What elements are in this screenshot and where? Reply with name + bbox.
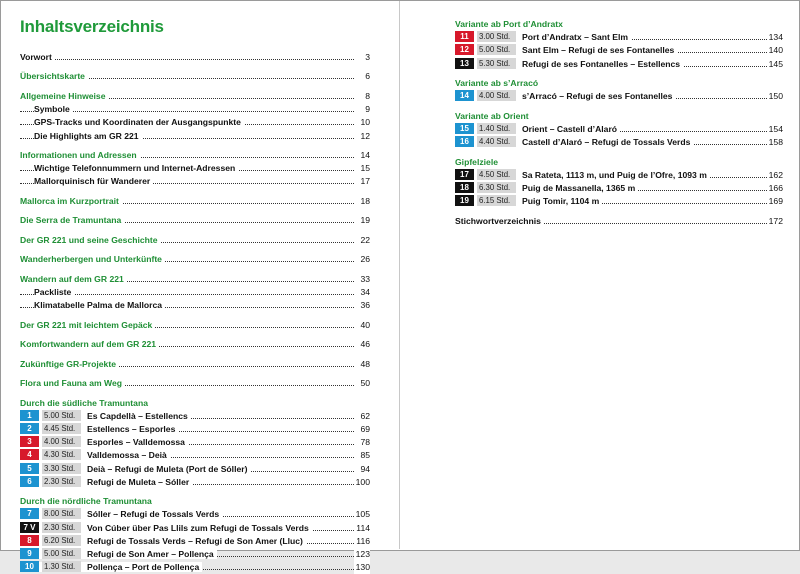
duration-label: 3.00 Std. bbox=[477, 31, 516, 42]
stage-number-badge: 10 bbox=[20, 561, 39, 572]
page-number: 40 bbox=[358, 319, 370, 332]
section-heading-label: Variante ab s’Arracó bbox=[455, 78, 539, 89]
stage-entry[interactable] bbox=[455, 182, 783, 195]
stage-entry[interactable] bbox=[20, 561, 370, 574]
duration-label: 6.20 Std. bbox=[42, 535, 81, 546]
page-number: 26 bbox=[358, 253, 370, 266]
stage-entry[interactable] bbox=[20, 548, 370, 561]
entry-label: Refugi de ses Fontanelles – Estellencs bbox=[522, 59, 683, 69]
entry-label: Symbole bbox=[34, 104, 73, 114]
page-number: 33 bbox=[358, 273, 370, 286]
entry-label: Port d’Andratx – Sant Elm bbox=[522, 32, 631, 42]
section-heading bbox=[455, 77, 783, 90]
page-number: 18 bbox=[358, 195, 370, 208]
entry-label: Packliste bbox=[34, 287, 74, 297]
stage-number-badge: 3 bbox=[20, 436, 39, 447]
entry-label: Refugi de Tossals Verds – Refugi de Son Amer (Lluc) bbox=[87, 536, 306, 546]
section-heading bbox=[455, 18, 783, 31]
stage-entry[interactable] bbox=[455, 136, 783, 149]
duration-label: 4.00 Std. bbox=[42, 436, 81, 447]
toc-subentry[interactable] bbox=[20, 130, 370, 143]
entry-label: s’Arracó – Refugi de ses Fontanelles bbox=[522, 91, 675, 101]
entry-label: Der GR 221 und seine Geschichte bbox=[20, 235, 161, 245]
entry-label: Die Highlights am GR 221 bbox=[34, 131, 142, 141]
page-number: 105 bbox=[354, 508, 370, 521]
entry-label: Deià – Refugi de Muleta (Port de Sóller) bbox=[87, 464, 250, 474]
section-heading-label: Variante ab Port d’Andratx bbox=[455, 19, 563, 29]
duration-label: 4.40 Std. bbox=[477, 136, 516, 147]
page-number: 114 bbox=[354, 522, 370, 535]
entry-label: Wichtige Telefonnummern und Internet-Adressen bbox=[34, 163, 238, 173]
toc-subentry[interactable] bbox=[20, 299, 370, 312]
toc-entry[interactable] bbox=[20, 90, 370, 103]
stage-entry[interactable] bbox=[20, 463, 370, 476]
duration-label: 5.30 Std. bbox=[477, 58, 516, 69]
entry-label: GPS-Tracks und Koordinaten der Ausgangspunkte bbox=[34, 117, 244, 127]
toc-subentry[interactable] bbox=[20, 116, 370, 129]
page-number: 17 bbox=[358, 175, 370, 188]
page-number: 9 bbox=[363, 103, 370, 116]
stage-number-badge: 12 bbox=[455, 44, 474, 55]
stage-entry[interactable] bbox=[455, 169, 783, 182]
stage-entry[interactable] bbox=[20, 410, 370, 423]
page-number: 62 bbox=[358, 410, 370, 423]
stage-number-badge: 8 bbox=[20, 535, 39, 546]
entry-label: Vorwort bbox=[20, 52, 55, 62]
toc-left-column bbox=[20, 51, 370, 574]
entry-label: Mallorquinisch für Wanderer bbox=[34, 176, 153, 186]
toc-subentry[interactable] bbox=[20, 175, 370, 188]
duration-label: 4.50 Std. bbox=[477, 169, 516, 180]
page-number: 8 bbox=[363, 90, 370, 103]
toc-entry[interactable] bbox=[20, 214, 370, 227]
section-heading bbox=[455, 110, 783, 123]
entry-label: Puig de Massanella, 1365 m bbox=[522, 183, 638, 193]
page-number: 78 bbox=[358, 436, 370, 449]
entry-label: Stichwortverzeichnis bbox=[455, 216, 544, 226]
stage-entry[interactable] bbox=[455, 44, 783, 57]
entry-label: Komfortwandern auf dem GR 221 bbox=[20, 339, 159, 349]
stage-entry[interactable] bbox=[20, 423, 370, 436]
page-number: 48 bbox=[358, 358, 370, 371]
stage-number-badge: 2 bbox=[20, 423, 39, 434]
entry-label: Der GR 221 mit leichtem Gepäck bbox=[20, 320, 155, 330]
toc-subentry[interactable] bbox=[20, 286, 370, 299]
page-number: 50 bbox=[358, 377, 370, 390]
section-heading-label: Durch die nördliche Tramuntana bbox=[20, 496, 152, 507]
toc-entry[interactable] bbox=[20, 358, 370, 371]
stage-entry[interactable] bbox=[20, 476, 370, 489]
page-number: 14 bbox=[358, 149, 370, 162]
stage-number-badge: 16 bbox=[455, 136, 474, 147]
stage-entry[interactable] bbox=[455, 58, 783, 71]
stage-number-badge: 11 bbox=[455, 31, 474, 42]
entry-label: Estellencs – Esporles bbox=[87, 424, 178, 434]
page-number: 130 bbox=[354, 561, 370, 574]
entry-label: Klimatabelle Palma de Mallorca bbox=[34, 300, 165, 310]
page-title: Inhaltsverzeichnis bbox=[20, 17, 164, 36]
duration-label: 2.30 Std. bbox=[42, 476, 81, 487]
duration-label: 2.30 Std. bbox=[42, 522, 81, 533]
page-number: 46 bbox=[358, 338, 370, 351]
stage-number-badge: 7 V bbox=[20, 522, 39, 533]
page-number: 116 bbox=[354, 535, 370, 548]
entry-label: Valldemossa – Deià bbox=[87, 450, 170, 460]
page-number: 12 bbox=[358, 130, 370, 143]
entry-label: Es Capdellà – Estellencs bbox=[87, 411, 191, 421]
stage-number-badge: 15 bbox=[455, 123, 474, 134]
page-number: 162 bbox=[767, 169, 783, 182]
stage-entry[interactable] bbox=[455, 123, 783, 136]
stage-number-badge: 1 bbox=[20, 410, 39, 421]
toc-subentry[interactable] bbox=[20, 162, 370, 175]
page-number: 94 bbox=[358, 463, 370, 476]
stage-number-badge: 18 bbox=[455, 182, 474, 193]
entry-label: Puig Tomir, 1104 m bbox=[522, 196, 602, 206]
toc-entry[interactable] bbox=[20, 195, 370, 208]
page-number: 19 bbox=[358, 214, 370, 227]
toc-entry[interactable] bbox=[20, 338, 370, 351]
stage-entry[interactable] bbox=[20, 508, 370, 521]
entry-label: Orient – Castell d’Alaró bbox=[522, 124, 620, 134]
page-number: 150 bbox=[767, 90, 783, 103]
stage-entry[interactable] bbox=[20, 449, 370, 462]
entry-label: Esporles – Valldemossa bbox=[87, 437, 188, 447]
page-number: 15 bbox=[358, 162, 370, 175]
page-number: 34 bbox=[358, 286, 370, 299]
entry-label: Mallorca im Kurzportrait bbox=[20, 196, 122, 206]
toc-right-column bbox=[455, 18, 783, 228]
stage-entry[interactable] bbox=[455, 90, 783, 103]
stage-number-badge: 14 bbox=[455, 90, 474, 101]
duration-label: 8.00 Std. bbox=[42, 508, 81, 519]
stage-number-badge: 5 bbox=[20, 463, 39, 474]
page-number: 100 bbox=[354, 476, 370, 489]
entry-label: Refugi de Muleta – Sóller bbox=[87, 477, 192, 487]
stage-number-badge: 19 bbox=[455, 195, 474, 206]
page-number: 154 bbox=[767, 123, 783, 136]
stage-number-badge: 17 bbox=[455, 169, 474, 180]
duration-label: 4.30 Std. bbox=[42, 449, 81, 460]
toc-entry[interactable] bbox=[20, 273, 370, 286]
page-number: 166 bbox=[767, 182, 783, 195]
stage-entry[interactable] bbox=[455, 31, 783, 44]
section-heading bbox=[20, 495, 370, 508]
duration-label: 1.40 Std. bbox=[477, 123, 516, 134]
entry-label: Zukünftige GR-Projekte bbox=[20, 359, 119, 369]
page-number: 123 bbox=[354, 548, 370, 561]
entry-label: Wanderherbergen und Unterkünfte bbox=[20, 254, 165, 264]
stage-number-badge: 7 bbox=[20, 508, 39, 519]
page-number: 36 bbox=[358, 299, 370, 312]
page-number: 140 bbox=[767, 44, 783, 57]
page-number: 172 bbox=[767, 215, 783, 228]
section-heading-label: Variante ab Orient bbox=[455, 110, 529, 121]
stage-entry[interactable] bbox=[20, 436, 370, 449]
entry-label: Castell d’Alaró – Refugi de Tossals Verds bbox=[522, 137, 693, 147]
page-number: 10 bbox=[358, 116, 370, 129]
entry-label: Pollença – Port de Pollença bbox=[87, 562, 202, 572]
entry-label: Sa Rateta, 1113 m, und Puig de l’Ofre, 1093 m bbox=[522, 170, 710, 180]
page-number: 158 bbox=[767, 136, 783, 149]
duration-label: 5.00 Std. bbox=[42, 548, 81, 559]
toc-entry[interactable] bbox=[20, 51, 370, 64]
toc-entry[interactable] bbox=[20, 377, 370, 390]
duration-label: 5.00 Std. bbox=[477, 44, 516, 55]
stage-number-badge: 13 bbox=[455, 58, 474, 69]
toc-entry[interactable] bbox=[455, 215, 783, 228]
entry-label: Wandern auf dem GR 221 bbox=[20, 274, 127, 284]
entry-label: Allgemeine Hinweise bbox=[20, 91, 109, 101]
entry-label: Refugi de Son Amer – Pollença bbox=[87, 549, 217, 559]
entry-label: Informationen und Adressen bbox=[20, 150, 140, 160]
stage-entry[interactable] bbox=[455, 195, 783, 208]
entry-label: Sóller – Refugi de Tossals Verds bbox=[87, 509, 222, 519]
page-number: 169 bbox=[767, 195, 783, 208]
page-number: 134 bbox=[767, 31, 783, 44]
toc-entry[interactable] bbox=[20, 70, 370, 83]
entry-label: Flora und Fauna am Weg bbox=[20, 378, 125, 388]
entry-label: Sant Elm – Refugi de ses Fontanelles bbox=[522, 45, 677, 55]
toc-entry[interactable] bbox=[20, 149, 370, 162]
duration-label: 3.30 Std. bbox=[42, 463, 81, 474]
duration-label: 5.00 Std. bbox=[42, 410, 81, 421]
stage-entry[interactable] bbox=[20, 522, 370, 535]
toc-entry[interactable] bbox=[20, 234, 370, 247]
toc-subentry[interactable] bbox=[20, 103, 370, 116]
entry-label: Von Cúber über Pas Llils zum Refugi de Tossals Verds bbox=[87, 523, 312, 533]
toc-entry[interactable] bbox=[20, 253, 370, 266]
page-number: 69 bbox=[358, 423, 370, 436]
entry-label: Die Serra de Tramuntana bbox=[20, 215, 124, 225]
toc-entry[interactable] bbox=[20, 319, 370, 332]
section-heading-label: Durch die südliche Tramuntana bbox=[20, 397, 148, 408]
duration-label: 6.15 Std. bbox=[477, 195, 516, 206]
page-number: 145 bbox=[767, 58, 783, 71]
page-gutter bbox=[399, 1, 400, 549]
section-heading-label: Gipfelziele bbox=[455, 156, 498, 167]
dot-leader bbox=[20, 59, 354, 60]
stage-number-badge: 4 bbox=[20, 449, 39, 460]
entry-label: Übersichtskarte bbox=[20, 71, 88, 81]
duration-label: 4.45 Std. bbox=[42, 423, 81, 434]
stage-number-badge: 9 bbox=[20, 548, 39, 559]
section-heading bbox=[20, 397, 370, 410]
section-heading bbox=[455, 156, 783, 169]
stage-entry[interactable] bbox=[20, 535, 370, 548]
duration-label: 6.30 Std. bbox=[477, 182, 516, 193]
page-number: 6 bbox=[363, 70, 370, 83]
duration-label: 1.30 Std. bbox=[42, 561, 81, 572]
page-number: 22 bbox=[358, 234, 370, 247]
page-number: 3 bbox=[363, 51, 370, 64]
page-number: 85 bbox=[358, 449, 370, 462]
stage-number-badge: 6 bbox=[20, 476, 39, 487]
duration-label: 4.00 Std. bbox=[477, 90, 516, 101]
